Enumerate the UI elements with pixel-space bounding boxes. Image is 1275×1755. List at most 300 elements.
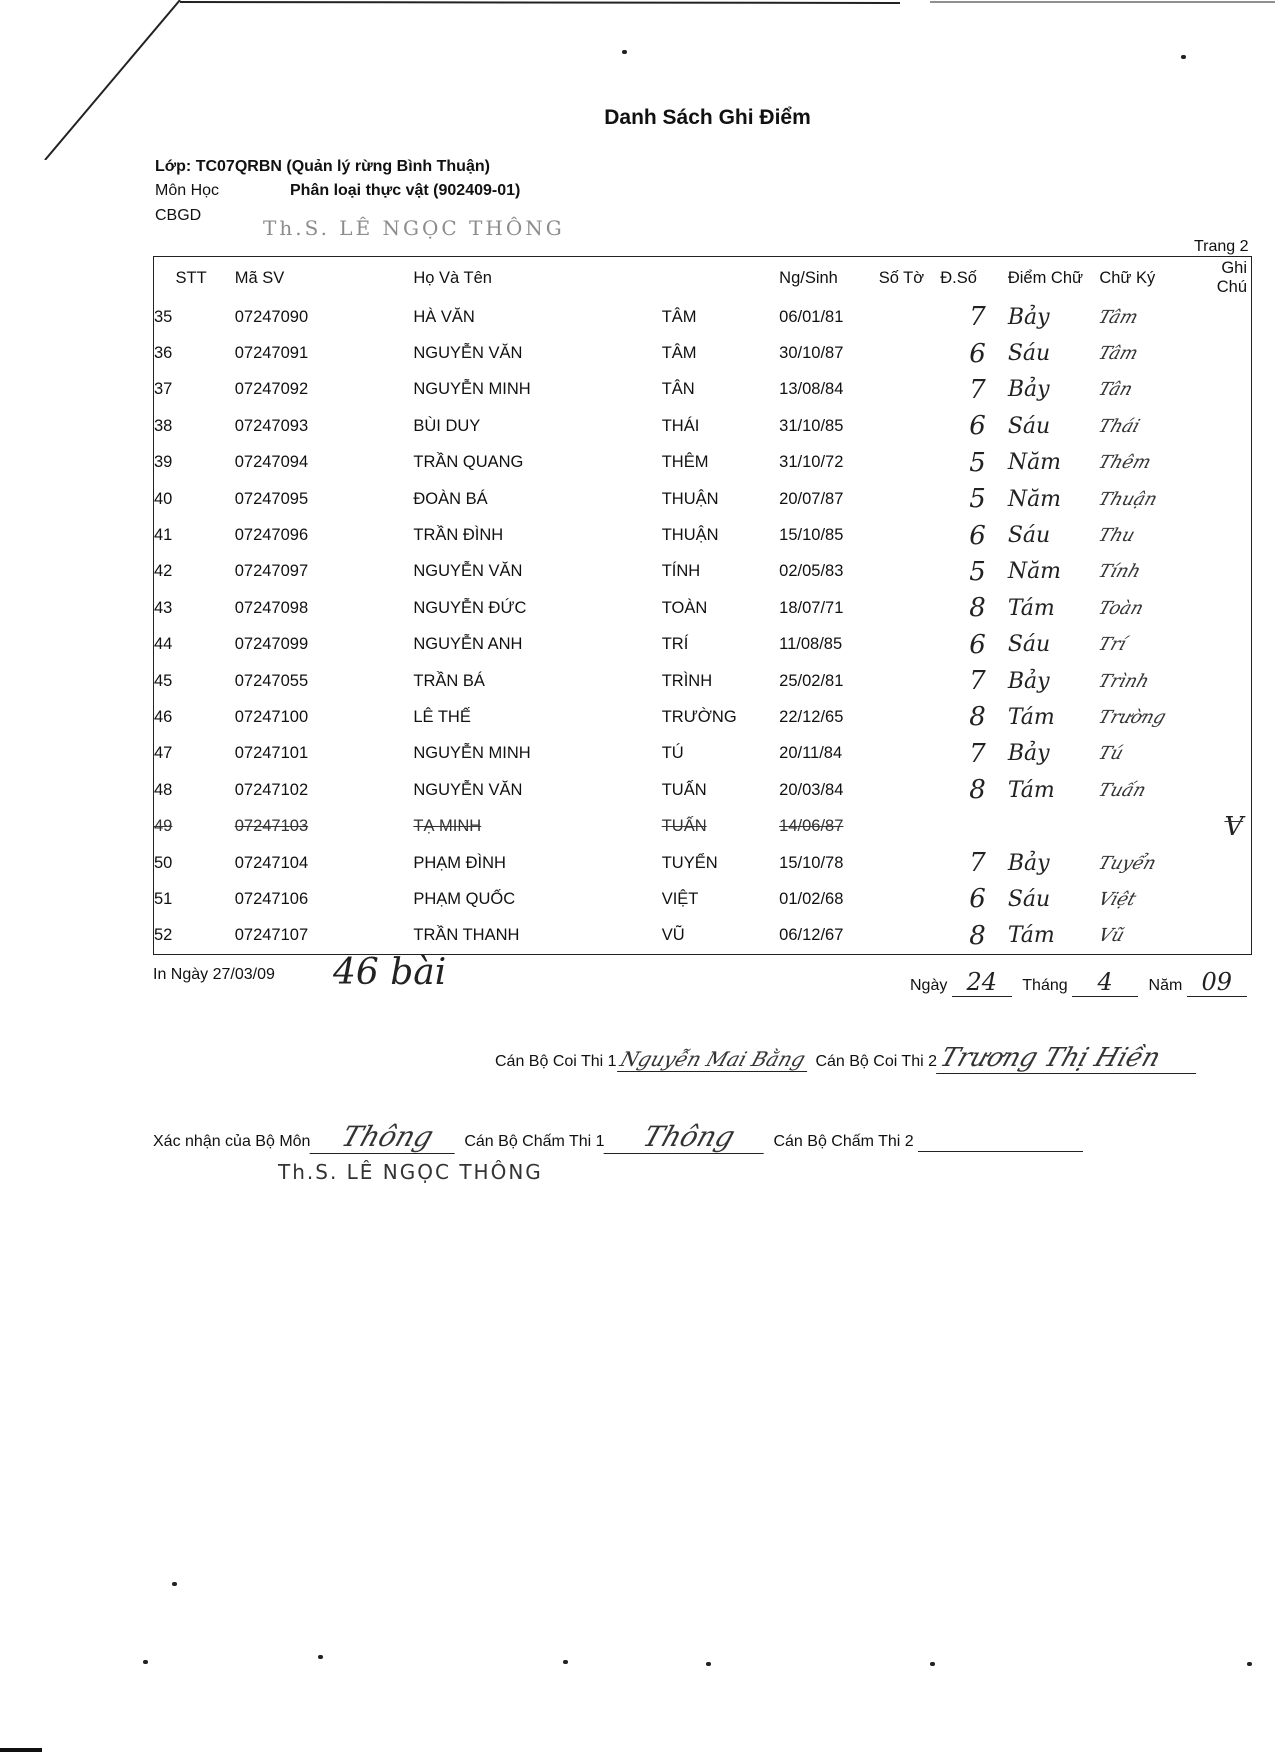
- class-value: TC07QRBN (Quản lý rừng Bình Thuận): [195, 158, 490, 175]
- cell-score-words: [1008, 663, 1100, 699]
- speck: [563, 1660, 568, 1664]
- cell-score-words-text: Tám: [1007, 595, 1055, 621]
- cell-score-words-text: Bảy: [1007, 668, 1050, 694]
- speck: [930, 1662, 935, 1666]
- cell-dob: 06/12/67: [779, 926, 844, 945]
- table-row: [154, 699, 1252, 735]
- speck: [1181, 55, 1186, 59]
- table-row: [154, 590, 1252, 626]
- cell-student-id: [207, 627, 414, 663]
- cell-score: [940, 845, 1008, 881]
- table-row: [154, 663, 1252, 699]
- lecturer-label: CBGD: [155, 207, 202, 224]
- cell-dob: 15/10/85: [779, 526, 844, 545]
- cell-score-words-text: Sáu: [1007, 341, 1051, 367]
- cell-dob: 01/02/68: [779, 889, 844, 908]
- col-first-name: [662, 257, 779, 300]
- table-row: [154, 808, 1252, 844]
- cell-dob: 18/07/71: [779, 598, 844, 617]
- cell-score-words-text: Tám: [1007, 777, 1055, 803]
- cell-stt-text: 41: [154, 526, 173, 545]
- cell-signature: [1095, 372, 1216, 408]
- proctor1-signature: Nguyễn Mai Bằng: [617, 1047, 815, 1072]
- cell-score-text: 7: [969, 302, 986, 333]
- dept-label: Xác nhận của Bộ Môn: [153, 1133, 311, 1150]
- cell-signature-text: Thuận: [1095, 488, 1161, 510]
- cell-last-name: PHẠM QUỐC: [413, 889, 516, 908]
- cell-score: [940, 663, 1008, 699]
- cell-score-text: 5: [969, 484, 986, 515]
- cell-score-words: [1008, 335, 1100, 371]
- cell-last-name: TẠ MINH: [413, 817, 482, 836]
- cell-stt: [154, 736, 207, 772]
- cell-stt-text: 50: [154, 853, 173, 872]
- proctor2-label: Cán Bộ Coi Thi 2: [815, 1053, 937, 1070]
- table-row: [154, 554, 1252, 590]
- cell-signature: [1095, 335, 1216, 371]
- year-label: Năm: [1148, 977, 1183, 994]
- cell-student-id: [207, 881, 414, 917]
- cell-student-id-text: 07247093: [234, 416, 309, 435]
- cell-dob: 25/02/81: [779, 671, 844, 690]
- speck: [172, 1582, 177, 1586]
- cell-note: [1217, 772, 1252, 808]
- cell-score: [940, 699, 1008, 735]
- cell-signature-text: Trình: [1095, 670, 1153, 692]
- cell-score-words-text: Sáu: [1007, 632, 1051, 658]
- speck: [706, 1662, 711, 1666]
- cell-dob: 30/10/87: [779, 344, 844, 363]
- cell-stt: [154, 772, 207, 808]
- table-row: [154, 736, 1252, 772]
- cell-note: [1217, 372, 1252, 408]
- cell-score-text: 8: [969, 920, 986, 951]
- table-row: [154, 481, 1252, 517]
- table-row: [154, 335, 1252, 371]
- cell-last-name: LÊ THẾ: [413, 707, 471, 726]
- col-student-id: Mã SV: [234, 268, 285, 287]
- cell-last-name: NGUYỄN VĂN: [413, 562, 523, 581]
- cell-stt-text: 52: [154, 926, 173, 945]
- month-label: Tháng: [1022, 977, 1068, 994]
- cell-score-words: [1008, 627, 1100, 663]
- cell-student-id: [207, 845, 414, 881]
- speck: [143, 1660, 148, 1664]
- cell-stt: [154, 554, 207, 590]
- cell-score-words: [1008, 918, 1100, 955]
- cell-stt-text: 48: [154, 780, 173, 799]
- cell-first-name: TÍNH: [661, 562, 701, 581]
- cell-score-text: 5: [969, 556, 986, 587]
- cell-signature: [1095, 299, 1216, 335]
- cell-note: [1217, 663, 1252, 699]
- cell-score-words: [1008, 699, 1100, 735]
- cell-signature-text: Tân: [1095, 379, 1136, 401]
- cell-sheets: [879, 445, 940, 481]
- col-note: Ghi Chú: [1216, 259, 1248, 296]
- cell-signature: [1095, 663, 1216, 699]
- grader2-signature-line: [918, 1133, 1083, 1152]
- cell-stt: [154, 663, 207, 699]
- lecturer-stamp: Th.S. LÊ NGỌC THÔNG: [263, 216, 565, 240]
- cell-stt: [154, 881, 207, 917]
- table-row: [154, 372, 1252, 408]
- cell-score-words-text: Năm: [1007, 559, 1062, 585]
- cell-score-words-text: Tám: [1007, 704, 1055, 730]
- cell-score: [940, 445, 1008, 481]
- cell-stt-text: 45: [154, 671, 173, 690]
- cell-stt-text: 49: [154, 817, 173, 836]
- col-stt: STT: [175, 268, 207, 287]
- cell-dob: 13/08/84: [779, 380, 844, 399]
- cell-student-id-text: 07247103: [234, 817, 309, 836]
- cell-note: [1217, 335, 1252, 371]
- col-full-name: Họ Và Tên: [413, 268, 492, 287]
- cell-signature-text: Tâm: [1095, 306, 1142, 328]
- cell-sheets: [879, 736, 940, 772]
- col-dob: Ng/Sinh: [779, 268, 838, 287]
- cell-dob: 20/11/84: [779, 744, 843, 763]
- speck: [1247, 1662, 1252, 1666]
- cell-signature-text: Trường: [1095, 706, 1169, 728]
- cell-dob: 02/05/83: [779, 562, 844, 581]
- grader1-label: Cán Bộ Chấm Thi 1: [464, 1133, 605, 1150]
- cell-signature: [1095, 736, 1216, 772]
- cell-note: [1217, 699, 1252, 735]
- cell-score-words: [1008, 881, 1100, 917]
- cell-score-words-text: Bảy: [1007, 377, 1050, 403]
- cell-student-id: [207, 808, 414, 844]
- cell-score-words: [1008, 517, 1100, 553]
- cell-student-id: [207, 372, 414, 408]
- table-row: [154, 845, 1252, 881]
- proctor-line: [495, 1043, 1201, 1074]
- cell-last-name: TRẦN ĐÌNH: [413, 526, 504, 545]
- cell-student-id: [207, 554, 414, 590]
- cell-signature: [1095, 590, 1216, 626]
- cell-stt: [154, 918, 207, 955]
- cell-first-name: TRÌNH: [661, 671, 713, 690]
- cell-score: [940, 335, 1008, 371]
- page-number: Trang 2: [1194, 238, 1249, 255]
- cell-student-id-text: 07247097: [234, 562, 309, 581]
- cell-sheets: [879, 699, 940, 735]
- cell-note: [1217, 881, 1252, 917]
- cell-stt-text: 46: [154, 707, 173, 726]
- speck: [318, 1655, 323, 1659]
- cell-sheets: [879, 372, 940, 408]
- cell-stt-text: 39: [154, 453, 173, 472]
- dept-stamp: Th.S. LÊ NGỌC THÔNG: [278, 1160, 543, 1184]
- handwritten-count: 46 bài: [333, 952, 447, 993]
- cell-last-name: PHẠM ĐÌNH: [413, 853, 506, 872]
- dept-signature: Thông: [309, 1120, 465, 1154]
- cell-score: [940, 736, 1008, 772]
- cell-student-id-text: 07247091: [234, 344, 309, 363]
- cell-student-id-text: 07247100: [234, 707, 309, 726]
- cell-note: [1217, 445, 1252, 481]
- cell-note: [1217, 590, 1252, 626]
- scan-edge: [0, 1748, 42, 1752]
- subject-label: Môn Học: [155, 182, 220, 199]
- cell-first-name: THUẬN: [661, 526, 719, 545]
- cell-signature: [1095, 845, 1216, 881]
- cell-score-words: [1008, 554, 1100, 590]
- cell-sheets: [879, 808, 940, 844]
- cell-score: [940, 772, 1008, 808]
- cell-first-name: VIỆT: [661, 889, 699, 908]
- cell-score-text: 7: [969, 848, 986, 879]
- cell-student-id-text: 07247101: [234, 744, 309, 763]
- cell-stt: [154, 445, 207, 481]
- cell-stt-text: 35: [154, 307, 173, 326]
- class-line: [155, 158, 490, 176]
- cell-student-id-text: 07247098: [234, 598, 309, 617]
- table-row: [154, 881, 1252, 917]
- cell-student-id: [207, 335, 414, 371]
- cell-first-name: THÊM: [661, 453, 709, 472]
- proctor2-signature: Trương Thị Hiền: [936, 1043, 1206, 1074]
- cell-score-words: [1008, 445, 1100, 481]
- cell-last-name: NGUYỄN MINH: [413, 380, 531, 399]
- cell-score: [940, 808, 1008, 844]
- cell-first-name: TUYỂN: [661, 853, 718, 872]
- date-line: [910, 968, 1247, 997]
- cell-score-words: [1008, 808, 1100, 844]
- print-date: In Ngày 27/03/09: [153, 966, 275, 983]
- cell-score-text: 7: [969, 666, 986, 697]
- cell-sheets: [879, 408, 940, 444]
- cell-stt: [154, 372, 207, 408]
- col-score-words: Điểm Chữ: [1007, 268, 1084, 287]
- cell-dob: 11/08/85: [779, 635, 843, 654]
- subject-value: Phân loại thực vật (902409-01): [290, 182, 521, 199]
- proctor1-label: Cán Bộ Coi Thi 1: [495, 1053, 617, 1070]
- cell-student-id-text: 07247095: [234, 489, 309, 508]
- cell-score-words: [1008, 372, 1100, 408]
- cell-score-text: 6: [969, 629, 986, 660]
- cell-score-words: [1008, 772, 1100, 808]
- cell-last-name: NGUYỄN VĂN: [413, 780, 523, 799]
- cell-note: [1217, 627, 1252, 663]
- cell-score-words-text: Sáu: [1007, 523, 1051, 549]
- cell-signature: [1095, 408, 1216, 444]
- cell-note: [1217, 554, 1252, 590]
- cell-stt: [154, 699, 207, 735]
- cell-stt-text: 42: [154, 562, 173, 581]
- cell-signature-text: Thái: [1095, 415, 1143, 437]
- cell-score-words-text: Năm: [1007, 450, 1062, 476]
- cell-stt: [154, 335, 207, 371]
- scan-artifacts: [0, 0, 1275, 160]
- cell-score: [940, 918, 1008, 955]
- month-value: 4: [1072, 968, 1138, 997]
- cell-stt-text: 51: [154, 889, 173, 908]
- cell-sheets: [879, 627, 940, 663]
- cell-signature-text: Trí: [1095, 634, 1130, 656]
- cell-student-id-text: 07247104: [234, 853, 309, 872]
- cell-student-id-text: 07247090: [234, 307, 309, 326]
- cell-last-name: BÙI DUY: [413, 416, 481, 435]
- cell-student-id: [207, 481, 414, 517]
- cell-signature: [1095, 445, 1216, 481]
- cell-note: [1217, 299, 1252, 335]
- cell-score-text: 6: [969, 338, 986, 369]
- grades-table: [153, 256, 1252, 955]
- cell-first-name: TUẤN: [661, 780, 707, 799]
- cell-signature-text: Vũ: [1095, 925, 1128, 947]
- cell-signature: [1095, 481, 1216, 517]
- cell-signature: [1099, 808, 1216, 844]
- cell-sheets: [879, 481, 940, 517]
- cell-stt: [154, 299, 207, 335]
- table-row: [154, 772, 1252, 808]
- cell-student-id-text: 07247099: [234, 635, 309, 654]
- cell-first-name: TRÍ: [661, 635, 689, 654]
- cell-signature: [1095, 699, 1216, 735]
- cell-note: [1217, 481, 1252, 517]
- cell-stt: [154, 845, 207, 881]
- cell-sheets: [879, 590, 940, 626]
- cell-stt-text: 40: [154, 489, 173, 508]
- cell-stt: [154, 517, 207, 553]
- cell-student-id-text: 07247094: [234, 453, 309, 472]
- confirm-line: [153, 1120, 1083, 1154]
- cell-first-name: VŨ: [661, 926, 685, 945]
- year-value: 09: [1187, 968, 1247, 997]
- cell-score-text: 6: [969, 884, 986, 915]
- cell-student-id: [207, 299, 414, 335]
- cell-last-name: TRẦN QUANG: [413, 453, 524, 472]
- cell-sheets: [879, 335, 940, 371]
- cell-score: [940, 881, 1008, 917]
- cell-student-id-text: 07247092: [234, 380, 309, 399]
- cell-last-name: HÀ VĂN: [413, 307, 475, 326]
- cell-score: [940, 372, 1008, 408]
- table-row: [154, 627, 1252, 663]
- cell-score-words-text: Tám: [1007, 923, 1055, 949]
- cell-stt: [154, 590, 207, 626]
- cell-score-text: 6: [969, 411, 986, 442]
- cell-last-name: ĐOÀN BÁ: [413, 489, 488, 508]
- col-score: Đ.Số: [940, 268, 977, 287]
- cell-last-name: TRẦN BÁ: [413, 671, 485, 690]
- cell-note: [1217, 845, 1252, 881]
- cell-note: [1217, 736, 1252, 772]
- cell-score: [940, 408, 1008, 444]
- cell-first-name: THUẬN: [661, 489, 719, 508]
- cell-dob: 14/06/87: [779, 817, 844, 836]
- cell-note: [1217, 918, 1252, 955]
- class-label: Lớp:: [155, 158, 192, 175]
- cell-stt: [154, 808, 207, 844]
- cell-dob: 15/10/78: [779, 853, 844, 872]
- cell-sheets: [879, 299, 940, 335]
- cell-signature: [1095, 772, 1216, 808]
- page-title: Danh Sách Ghi Điểm: [604, 106, 811, 129]
- cell-student-id: [207, 517, 414, 553]
- cell-signature-text: Tính: [1095, 561, 1144, 583]
- table-row: [154, 517, 1252, 553]
- cell-sheets: [879, 881, 940, 917]
- cell-signature-text: Tú: [1095, 743, 1127, 765]
- cell-student-id: [207, 736, 414, 772]
- cell-score-words: [1008, 845, 1100, 881]
- cell-sheets: [879, 517, 940, 553]
- cell-student-id-text: 07247096: [234, 526, 309, 545]
- cell-score-words-text: Sáu: [1007, 413, 1051, 439]
- cell-student-id: [207, 699, 414, 735]
- cell-stt: [154, 408, 207, 444]
- cell-student-id: [207, 918, 414, 955]
- cell-score-text: 8: [969, 593, 986, 624]
- cell-signature: [1095, 554, 1216, 590]
- table-header-row: [154, 257, 1252, 300]
- cell-student-id: [207, 772, 414, 808]
- cell-signature-text: Việt: [1095, 888, 1140, 910]
- cell-signature-text: Tuấn: [1095, 779, 1149, 801]
- cell-score-words: [1008, 736, 1100, 772]
- cell-student-id-text: 07247107: [234, 926, 309, 945]
- cell-score: [940, 554, 1008, 590]
- cell-first-name: TRƯỜNG: [661, 707, 737, 726]
- cell-score: [940, 481, 1008, 517]
- cell-student-id: [207, 663, 414, 699]
- cell-sheets: [879, 918, 940, 955]
- grader1-signature: Thông: [603, 1120, 774, 1154]
- cell-student-id-text: 07247106: [234, 889, 309, 908]
- cell-student-id: [207, 408, 414, 444]
- cell-score-text: 8: [969, 775, 986, 806]
- cell-dob: 22/12/65: [779, 707, 844, 726]
- cell-dob: 31/10/85: [779, 416, 844, 435]
- cell-first-name: THÁI: [661, 416, 700, 435]
- cell-stt-text: 36: [154, 344, 173, 363]
- cell-first-name: TÚ: [661, 744, 684, 763]
- cell-student-id-text: 07247102: [234, 780, 309, 799]
- cell-dob: 20/03/84: [779, 780, 844, 799]
- cell-signature: [1095, 918, 1216, 955]
- cell-last-name: TRẦN THANH: [413, 926, 520, 945]
- cell-first-name: TÂM: [661, 344, 697, 363]
- cell-score: [940, 517, 1008, 553]
- cell-score-words-text: Năm: [1007, 486, 1062, 512]
- cell-score: [940, 627, 1008, 663]
- day-label: Ngày: [910, 977, 948, 994]
- cell-score-words-text: Bảy: [1007, 741, 1050, 767]
- col-signature: Chữ Ký: [1099, 268, 1156, 287]
- table-row: [154, 299, 1252, 335]
- cell-dob: 31/10/72: [779, 453, 844, 472]
- cell-sheets: [879, 663, 940, 699]
- cell-signature: [1095, 517, 1216, 553]
- speck: [622, 50, 627, 54]
- cell-signature-text: Toàn: [1095, 597, 1147, 619]
- cell-stt-text: 43: [154, 598, 173, 617]
- cell-note: [1217, 808, 1252, 844]
- cell-first-name: TOÀN: [661, 598, 708, 617]
- grader2-label: Cán Bộ Chấm Thi 2: [773, 1133, 914, 1150]
- cell-stt-text: 44: [154, 635, 173, 654]
- cell-score-words: [1008, 408, 1100, 444]
- cell-first-name: TÂM: [661, 307, 697, 326]
- cell-student-id: [207, 445, 414, 481]
- cell-stt: [154, 481, 207, 517]
- cell-note: [1217, 517, 1252, 553]
- cell-score: [940, 299, 1008, 335]
- cell-last-name: NGUYỄN ANH: [413, 635, 523, 654]
- cell-note-text: V: [1224, 811, 1244, 842]
